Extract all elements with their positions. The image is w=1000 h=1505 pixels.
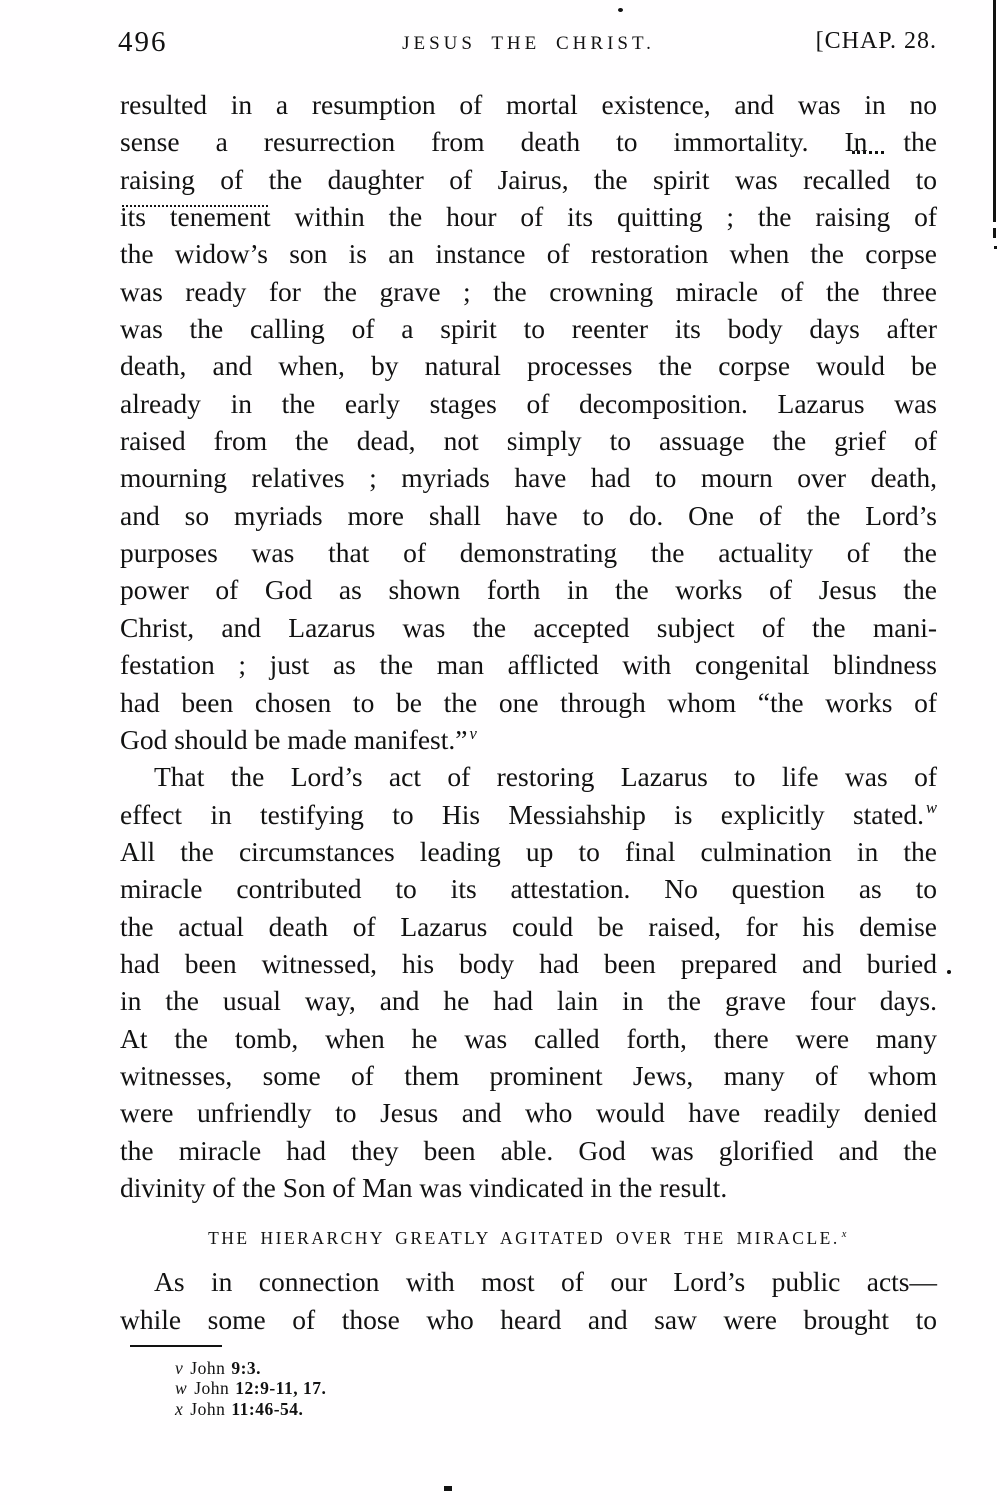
section-heading: THE HIERARCHY GREATLY AGITATED OVER THE MIRACLE. $^x$ bbox=[208, 1228, 849, 1249]
running-title: JESUS THE CHRIST. bbox=[402, 33, 655, 54]
text-line: purposes was that of demonstrating the actuality of the bbox=[120, 537, 937, 569]
scan-artifact-page-edge-dash bbox=[993, 228, 996, 238]
text-line: God should be made manifest.” $^v$ bbox=[120, 723, 477, 755]
paragraph bbox=[120, 86, 937, 758]
footnote-verses: 12:9-11, 17. bbox=[235, 1378, 327, 1399]
scan-artifact-dotted-underline bbox=[122, 205, 268, 207]
text-line: the widow’s son is an instance of restoration when the corpse bbox=[120, 238, 937, 270]
text-line: the miracle had they been able. God was glorified and the bbox=[120, 1134, 937, 1166]
footnote-ref-letter: v bbox=[175, 1358, 184, 1378]
footnote-verses: 9:3. bbox=[231, 1358, 262, 1378]
text-line: was ready for the grave ; the crowning miracle of the three bbox=[120, 275, 937, 307]
page-number: 496 bbox=[118, 26, 168, 58]
scan-artifact-dot-margin bbox=[947, 970, 951, 974]
text-line: the actual death of Lazarus could be raised, for his demise bbox=[120, 910, 937, 942]
text-line: At the tomb, when he was called forth, there were many bbox=[120, 1022, 937, 1054]
footnote-book: John bbox=[190, 1398, 226, 1419]
scan-artifact-page-edge-dot bbox=[994, 246, 997, 249]
footnote-book: John bbox=[190, 1358, 226, 1378]
scan-artifact-ink-smudge bbox=[852, 151, 884, 154]
scan-artifact-speck-bottom bbox=[444, 1486, 452, 1491]
text-line: and so myriads more shall have to do. One of the Lord’s bbox=[120, 499, 937, 531]
footnote-ref-x: x bbox=[841, 1229, 849, 1241]
paragraph bbox=[120, 1263, 937, 1338]
text-line: festation ; just as the man afflicted with congenital blindness bbox=[120, 649, 937, 681]
text-line: witnesses, some of them prominent Jews, many of whom bbox=[120, 1059, 937, 1091]
text-line: As in connection with most of our Lord’s public acts— bbox=[154, 1266, 937, 1298]
footnote-rule bbox=[130, 1345, 222, 1347]
footnote-w bbox=[175, 1378, 770, 1398]
text-line: already in the early stages of decomposition. Lazarus was bbox=[120, 387, 937, 419]
text-line: had been witnessed, his body had been prepared and buried bbox=[120, 947, 937, 979]
footnote-x bbox=[175, 1399, 770, 1419]
text-line: raised from the dead, not simply to assuage the grief of bbox=[120, 425, 937, 457]
paragraph bbox=[120, 758, 937, 1206]
text-line: in the usual way, and he had lain in the grave four days. bbox=[120, 985, 937, 1017]
text-line: death, and when, by natural processes the corpse would be bbox=[120, 350, 937, 382]
footnote-ref-letter: w bbox=[175, 1378, 188, 1399]
text-line: were unfriendly to Jesus and who would have readily denied bbox=[120, 1097, 937, 1129]
chapter-label: [CHAP. 28. bbox=[815, 28, 937, 54]
text-line: All the circumstances leading up to final culmination in the bbox=[120, 835, 937, 867]
text-line: mourning relatives ; myriads have had to mourn over death, bbox=[120, 462, 937, 494]
text-line: Christ, and Lazarus was the accepted subject of the mani- bbox=[120, 611, 937, 643]
page-body bbox=[120, 86, 937, 1338]
footnote-block bbox=[130, 1345, 770, 1419]
footnote-v bbox=[175, 1358, 770, 1378]
scan-artifact-speck-top bbox=[618, 8, 623, 12]
footnote-list bbox=[130, 1358, 770, 1419]
footnote-ref-letter: x bbox=[175, 1398, 184, 1419]
text-line: That the Lord’s act of restoring Lazarus to life was of bbox=[154, 761, 937, 793]
footnote-verses: 11:46-54. bbox=[231, 1398, 304, 1419]
text-line: power of God as shown forth in the works of Jesus the bbox=[120, 574, 937, 606]
text-line: while some of those who heard and saw were brought to bbox=[120, 1303, 937, 1335]
footnote-book: John bbox=[194, 1378, 230, 1399]
text-line: sense a resurrection from death to immortality. In the bbox=[120, 126, 937, 158]
text-line: its tenement within the hour of its quitting ; the raising of bbox=[120, 201, 937, 233]
footnote-ref-w: w bbox=[925, 798, 937, 818]
text-line: was the calling of a spirit to reenter its body days after bbox=[120, 313, 937, 345]
scan-artifact-page-edge-line bbox=[993, 0, 996, 222]
text-line: raising of the daughter of Jairus, the spirit was recalled to bbox=[120, 163, 937, 195]
text-line: had been chosen to be the one through whom “the works of bbox=[120, 686, 937, 718]
text-line: resulted in a resumption of mortal existence, and was in no bbox=[120, 89, 937, 120]
text-line: miracle contributed to its attestation. No question as to bbox=[120, 873, 937, 905]
text-line: divinity of the Son of Man was vindicated in the result. bbox=[120, 1171, 728, 1203]
footnote-ref-v: v bbox=[469, 723, 477, 743]
text-line: effect in testifying to His Messiahship is explicitly stated. $^w$ bbox=[120, 798, 937, 830]
